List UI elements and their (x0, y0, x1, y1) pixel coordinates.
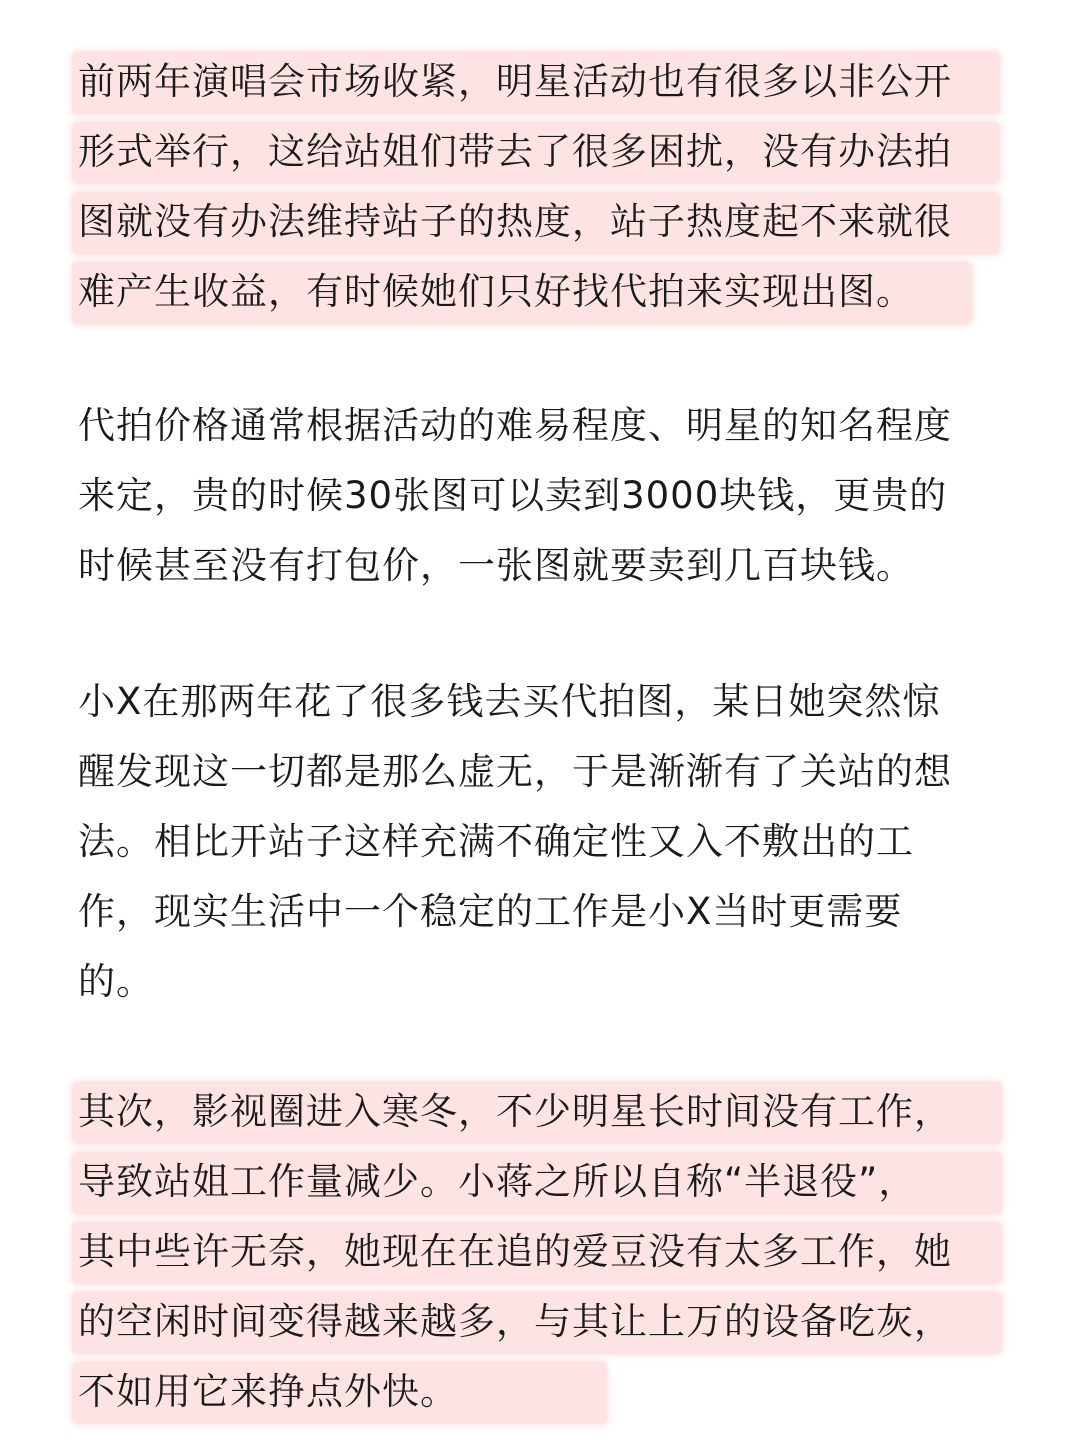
text-line: 其中些许无奈，她现在在追的爱豆没有太多工作，她 (78, 1218, 1008, 1288)
text-line: 来定，贵的时候30张图可以卖到3000块钱，更贵的 (78, 474, 948, 517)
text-line: 不如用它来挣点外快。 (78, 1358, 1008, 1428)
paragraph-2 (78, 392, 1008, 602)
text-line: 其次，影视圈进入寒冬，不少明星长时间没有工作， (78, 1078, 1008, 1148)
text-line: 的空闲时间变得越来越多，与其让上万的设备吃灰， (78, 1288, 1008, 1358)
text-line: 导致站姐工作量减少。小蒋之所以自称“半退役”， (78, 1148, 1008, 1218)
paragraph-1 (78, 48, 1008, 328)
paragraph-4 (78, 1078, 1008, 1428)
text-line: 法。相比开站子这样充满不确定性又入不敷出的工 (78, 820, 914, 863)
text-line: 醒发现这一切都是那么虚无，于是渐渐有了关站的想 (78, 750, 952, 793)
text-line: 的。 (78, 960, 154, 1003)
text-line: 前两年演唱会市场收紧，明星活动也有很多以非公开 (78, 48, 1008, 118)
text-line: 难产生收益，有时候她们只好找代拍来实现出图。 (78, 258, 1008, 328)
text-line: 小X在那两年花了很多钱去买代拍图，某日她突然惊 (78, 680, 941, 723)
text-line: 代拍价格通常根据活动的难易程度、明星的知名程度 (78, 404, 952, 447)
text-line: 作，现实生活中一个稳定的工作是小X当时更需要 (78, 890, 903, 933)
text-line: 形式举行，这给站姐们带去了很多困扰，没有办法拍 (78, 118, 1008, 188)
paragraph-3 (78, 668, 1008, 1018)
text-line: 时候甚至没有打包价，一张图就要卖到几百块钱。 (78, 544, 914, 587)
text-line: 图就没有办法维持站子的热度，站子热度起不来就很 (78, 188, 1008, 258)
